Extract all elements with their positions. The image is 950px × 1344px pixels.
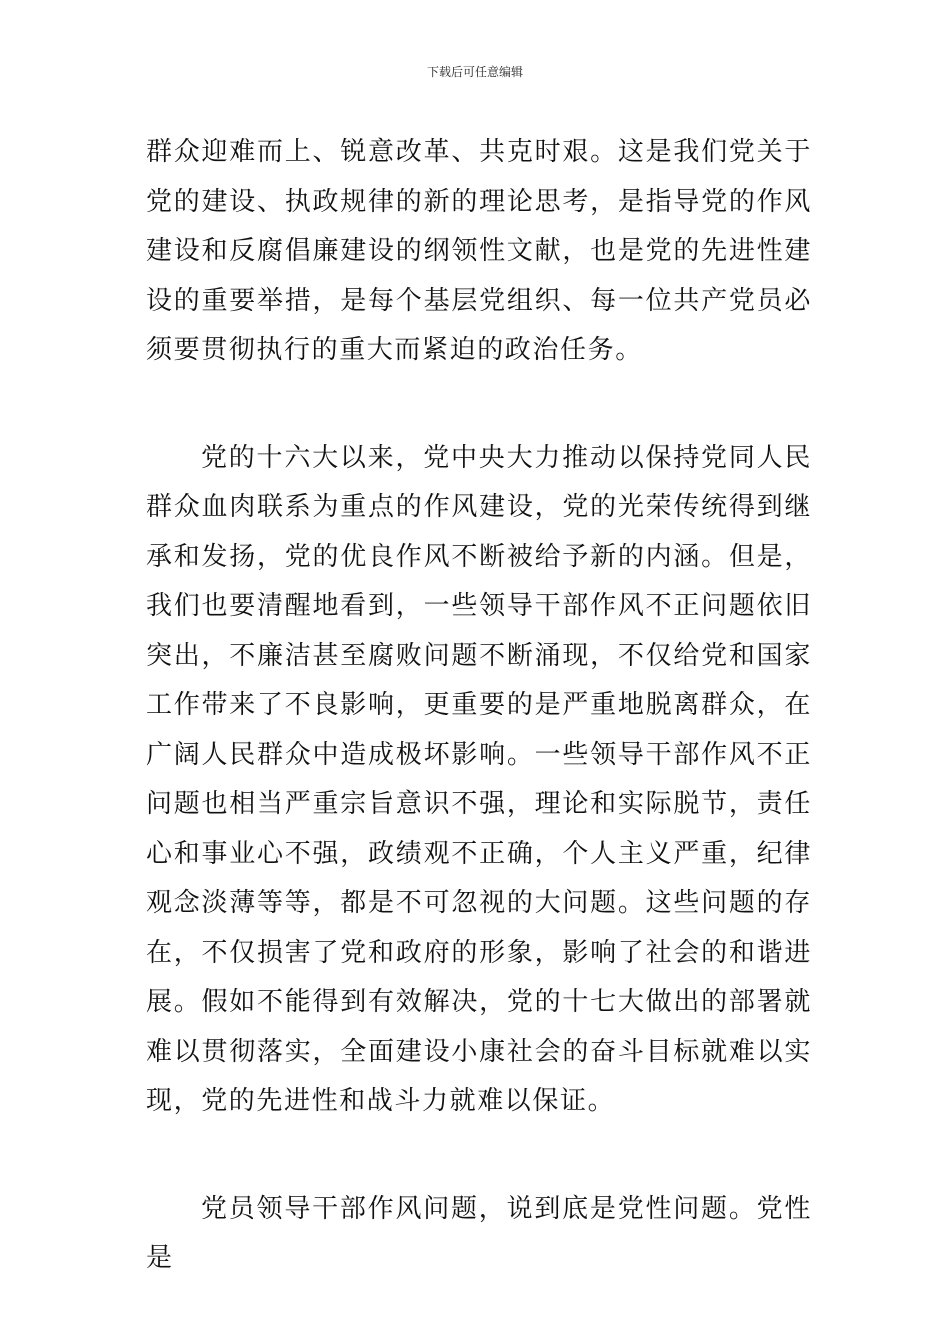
page-header: 下载后可任意编辑 (426, 65, 523, 79)
document-body (146, 128, 812, 1284)
paragraph-3: 党员领导干部作风问题，说到底是党性问题。党性是 (146, 1193, 812, 1273)
paragraph-2: 党的十六大以来，党中央大力推动以保持党同人民群众血肉联系为重点的作风建设，党的光荣传统得到继承和发扬，党的优良作风不断被给予新的内涵。但是，我们也要清醒地看到，一些领导干部作风不正问题依旧突出，不廉洁甚至腐败问题不断涌现，不仅给党和国家工作带来了不良影响，更重要的是严重地脱离群众，在广阔人民群众中造成极坏影响。一些领导干部作风不正问题也相当严重宗旨意识不强，理论和实际脱节，责任心和事业心不强，政绩观不正确，个人主义严重，纪律观念淡薄等等，都是不可忽视的大问题。这些问题的存在，不仅损害了党和政府的形象，影响了社会的和谐进展。假如不能得到有效解决，党的十七大做出的部署就难以贯彻落实，全面建设小康社会的奋斗目标就难以实现，党的先进性和战斗力就难以保证。 (146, 442, 812, 1116)
paragraph-1: 群众迎难而上、锐意改革、共克时艰。这是我们党关于党的建设、执政规律的新的理论思考，是指导党的作风建设和反腐倡廉建设的纲领性文献，也是党的先进性建设的重要举措，是每个基层党组织、每一位共产党员必须要贯彻执行的重大而紧迫的政治任务。 (146, 137, 812, 365)
